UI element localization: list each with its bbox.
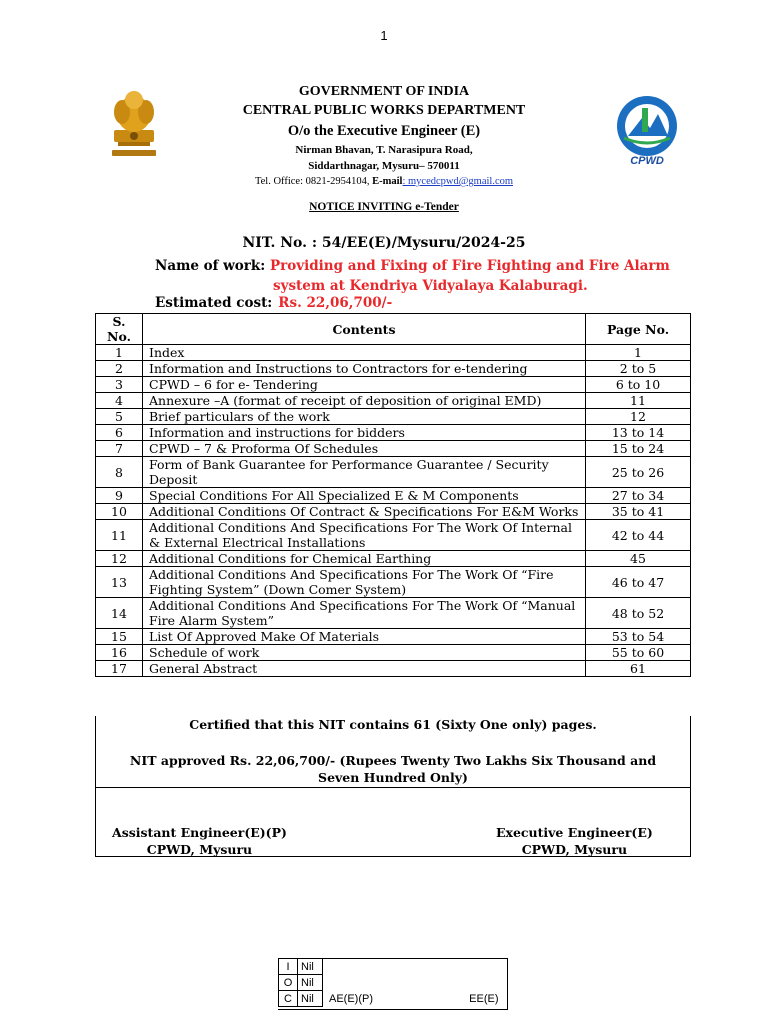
table-row [96, 425, 691, 441]
row-page: 2 to 5 [586, 361, 691, 377]
approved-text [96, 752, 690, 786]
header-line3: O/o the Executive Engineer (E) [287, 123, 481, 139]
certified-text: Certified that this NIT contains 61 (Sixty One only) pages. [189, 717, 597, 732]
divider [96, 787, 690, 788]
table-row [96, 441, 691, 457]
ioc-key: C [279, 991, 298, 1007]
table-row [96, 661, 691, 677]
row-content: CPWD – 6 for e- Tendering [143, 377, 586, 393]
name-of-work [155, 256, 695, 296]
row-page: 13 to 14 [586, 425, 691, 441]
ioc-sig-ae: AE(E)(P) [329, 992, 373, 1005]
row-content: Brief particulars of the work [143, 409, 586, 425]
cpwd-logo-text: CPWD [630, 155, 664, 167]
row-page: 42 to 44 [586, 520, 691, 551]
ioc-row [279, 991, 507, 1007]
row-content: Schedule of work [143, 645, 586, 661]
row-content: Additional Conditions Of Contract & Specifications For E&M Works [143, 504, 586, 520]
table-row [96, 567, 691, 598]
ioc-row [279, 975, 507, 991]
row-page: 48 to 52 [586, 598, 691, 629]
signature-right-office: CPWD, Mysuru [521, 842, 628, 857]
row-content: List Of Approved Make Of Materials [143, 629, 586, 645]
header-line2: CENTRAL PUBLIC WORKS DEPARTMENT [242, 103, 526, 118]
table-row [96, 551, 691, 567]
signature-right-title: Executive Engineer(E) [496, 825, 653, 840]
name-of-work-line1: Providing and Fixing of Fire Fighting and Fire Alarm [269, 258, 670, 274]
row-sno: 8 [96, 457, 143, 488]
email-label: E-mail [372, 176, 403, 187]
table-row [96, 345, 691, 361]
estimated-cost-label: Estimated cost: [155, 295, 273, 311]
signature-right [496, 824, 653, 858]
row-sno: 16 [96, 645, 143, 661]
ioc-key: O [279, 975, 298, 991]
ioc-blank [323, 975, 428, 991]
row-content: Index [143, 345, 586, 361]
row-page: 46 to 47 [586, 567, 691, 598]
row-content: Additional Conditions for Chemical Earthing [143, 551, 586, 567]
table-body [96, 345, 691, 677]
row-content: Additional Conditions And Specifications For The Work Of “Manual Fire Alarm System” [143, 598, 586, 629]
row-page: 11 [586, 393, 691, 409]
header-line1: GOVERNMENT OF INDIA [298, 84, 470, 99]
ioc-value: Nil [298, 959, 323, 975]
row-sno: 14 [96, 598, 143, 629]
signature-left-title: Assistant Engineer(E)(P) [112, 825, 287, 840]
row-page: 1 [586, 345, 691, 361]
row-sno: 9 [96, 488, 143, 504]
table-row [96, 457, 691, 488]
table-row [96, 409, 691, 425]
row-sno: 5 [96, 409, 143, 425]
table-header-row [96, 314, 691, 345]
row-page: 45 [586, 551, 691, 567]
row-content: Information and instructions for bidders [143, 425, 586, 441]
table-row [96, 645, 691, 661]
ioc-blank [427, 975, 506, 991]
row-page: 12 [586, 409, 691, 425]
row-page: 55 to 60 [586, 645, 691, 661]
contact-line [0, 174, 768, 190]
row-sno: 1 [96, 345, 143, 361]
estimated-cost [155, 295, 392, 311]
row-sno: 7 [96, 441, 143, 457]
row-page: 53 to 54 [586, 629, 691, 645]
contents-table [95, 313, 691, 677]
ioc-value: Nil [298, 975, 323, 991]
row-content: Information and Instructions to Contractors for e-tendering [143, 361, 586, 377]
row-content: CPWD – 7 & Proforma Of Schedules [143, 441, 586, 457]
ioc-key: I [279, 959, 298, 975]
row-content: Additional Conditions And Specifications For The Work Of Internal & External Electrical Installations [143, 520, 586, 551]
table-row [96, 361, 691, 377]
row-page: 6 to 10 [586, 377, 691, 393]
row-sno: 17 [96, 661, 143, 677]
notice-title: NOTICE INVITING e-Tender [309, 201, 459, 213]
row-sno: 11 [96, 520, 143, 551]
address-line2: Siddarthnagar, Mysuru– 570011 [308, 160, 460, 172]
ioc-blank [427, 959, 506, 975]
address-line1: Nirman Bhavan, T. Narasipura Road, [295, 144, 473, 156]
signature-left [112, 824, 287, 858]
document-header [0, 82, 768, 190]
row-sno: 12 [96, 551, 143, 567]
table-row [96, 377, 691, 393]
signature-left-office: CPWD, Mysuru [146, 842, 253, 857]
header-pageno: Page No. [586, 314, 691, 345]
nit-number: NIT. No. : 54/EE(E)/Mysuru/2024-25 [242, 235, 526, 251]
approved-line2: Seven Hundred Only) [318, 770, 468, 785]
header-contents: Contents [143, 314, 586, 345]
row-content: Special Conditions For All Specialized E & M Components [143, 488, 586, 504]
ioc-sig-ee: EE(E) [469, 992, 499, 1005]
row-page: 25 to 26 [586, 457, 691, 488]
row-sno: 6 [96, 425, 143, 441]
ioc-blank [323, 959, 428, 975]
table-row [96, 393, 691, 409]
row-sno: 4 [96, 393, 143, 409]
approved-line1: NIT approved Rs. 22,06,700/- (Rupees Twenty Two Lakhs Six Thousand and [129, 753, 657, 768]
ioc-value: Nil [298, 991, 323, 1007]
estimated-cost-value: Rs. 22,06,700/- [278, 295, 393, 311]
row-page: 27 to 34 [586, 488, 691, 504]
row-content: Form of Bank Guarantee for Performance Guarantee / Security Deposit [143, 457, 586, 488]
email-link[interactable]: : mycedcpwd@gmail.com [402, 176, 514, 187]
row-sno: 10 [96, 504, 143, 520]
row-sno: 13 [96, 567, 143, 598]
telephone: Tel. Office: 0821-2954104, [254, 176, 370, 187]
row-page: 35 to 41 [586, 504, 691, 520]
row-content: Additional Conditions And Specifications For The Work Of “Fire Fighting System” (Down Comer System) [143, 567, 586, 598]
header-sno: S. No. [96, 314, 143, 345]
row-sno: 2 [96, 361, 143, 377]
ioc-table [278, 958, 507, 1007]
page-number: 1 [380, 28, 388, 43]
name-of-work-label: Name of work: [155, 258, 266, 274]
row-sno: 3 [96, 377, 143, 393]
row-sno: 15 [96, 629, 143, 645]
table-row [96, 629, 691, 645]
row-page: 15 to 24 [586, 441, 691, 457]
table-row [96, 598, 691, 629]
table-row [96, 488, 691, 504]
name-of-work-line2: system at Kendriya Vidyalaya Kalaburagi. [273, 278, 588, 294]
table-row [96, 520, 691, 551]
certification-box [95, 716, 691, 857]
ioc-row [279, 959, 507, 975]
table-row [96, 504, 691, 520]
row-page: 61 [586, 661, 691, 677]
row-content: General Abstract [143, 661, 586, 677]
row-content: Annexure –A (format of receipt of deposition of original EMD) [143, 393, 586, 409]
